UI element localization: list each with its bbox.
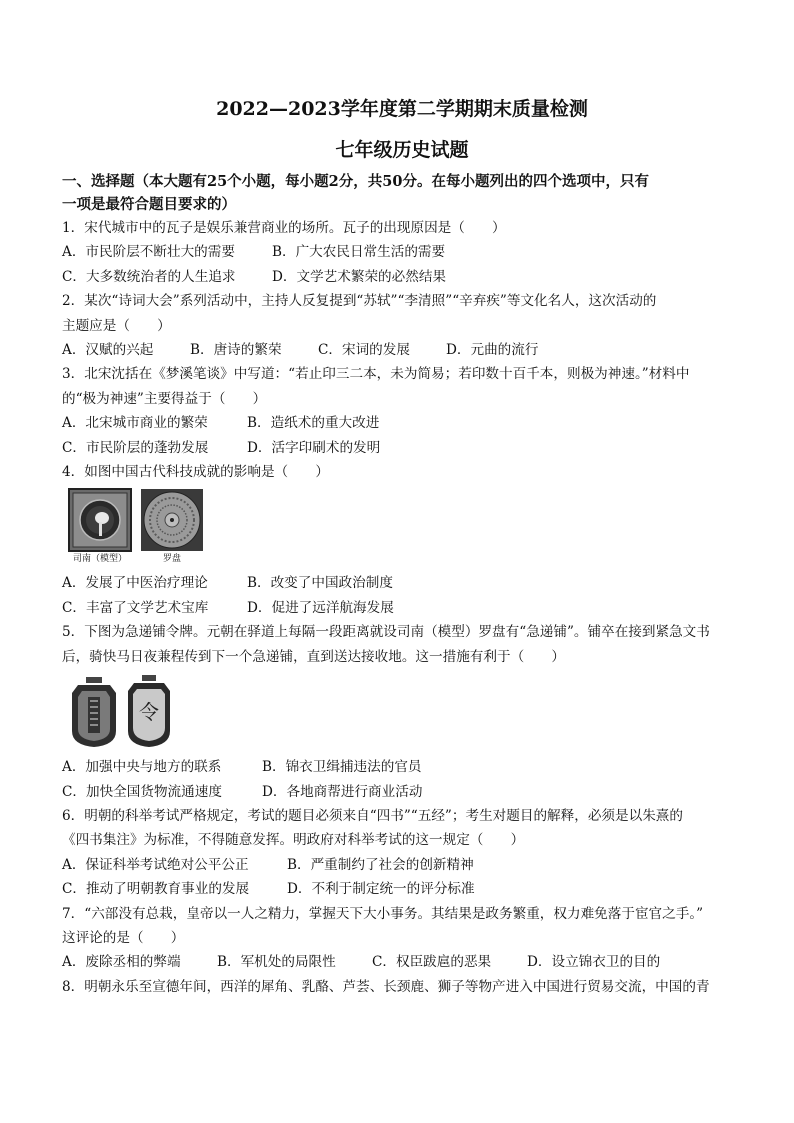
section-heading [62, 170, 742, 216]
spoon-compass-icon [68, 488, 132, 552]
options-row [62, 265, 742, 289]
option-d: D．各地商帮进行商业活动 [262, 783, 423, 800]
question-6 [62, 804, 742, 902]
question-stem: 4．如图中国古代科技成就的影响是（ ） [62, 464, 329, 481]
section-heading-line-2: 一项是最符合题目要求的） [62, 196, 236, 213]
options-row [62, 436, 742, 460]
option-b: B．锦衣卫缉捕违法的官员 [262, 759, 422, 776]
question-stem: 1．宋代城市中的瓦子是娱乐兼营商业的场所。瓦子的出现原因是（ ） [62, 220, 506, 236]
round-compass-icon [140, 488, 204, 552]
question-stem: 2．某次“诗词大会”系列活动中，主持人反复提到“苏轼”“李清照”“辛弃疾”等文化名人，这次活动的 [62, 293, 657, 310]
option-b: B．广大农民日常生活的需要 [272, 244, 446, 261]
options-row [62, 240, 742, 264]
option-c: C．推动了明朝教育事业的发展 [62, 881, 250, 898]
options-row [62, 338, 742, 362]
option-c: C．宋词的发展 [318, 342, 410, 359]
figure-caption: 司南（模型） [72, 554, 127, 565]
token-left-icon [68, 673, 120, 749]
option-a: A．保证科举考试绝对公平公正 [62, 856, 249, 873]
figure-luopan [140, 488, 204, 565]
question-5 [62, 620, 742, 804]
options-row [62, 571, 742, 595]
option-b: B．造纸术的重大改进 [247, 415, 380, 432]
token-character: 令 [139, 700, 159, 725]
option-d: D．不利于制定统一的评分标准 [287, 881, 475, 898]
option-a: A．发展了中医治疗理论 [62, 575, 208, 592]
option-c: C．大多数统治者的人生追求 [62, 268, 236, 285]
option-c: C．权臣跋扈的恶果 [372, 954, 492, 971]
question-stem: 5．下图为急递铺令牌。元朝在驿道上每隔一段距离就设司南（模型）罗盘有“急递铺”。铺卒在接到紧急文书 [62, 624, 710, 641]
question-stem: 3．北宋沈括在《梦溪笔谈》中写道：“若止印三二本，未为简易；若印数十百千本，则极为神速。”材料中 [62, 366, 690, 383]
question-2 [62, 289, 742, 362]
options-row [62, 755, 742, 779]
options-row [62, 950, 742, 974]
question-stem: 7．“六部没有总栽，皇帝以一人之精力，掌握天下大小事务。其结果是政务繁重，权力难免落于宦官之手。” [62, 905, 704, 922]
token-right-icon [126, 673, 172, 749]
question-stem: 8．明朝永乐至宣德年间，西洋的犀角、乳酪、芦荟、长颈鹿、狮子等物产进入中国进行贸易交流，中国的青 [62, 978, 710, 995]
option-d: D．元曲的流行 [446, 342, 539, 359]
options-row [62, 877, 742, 901]
question-8 [62, 975, 742, 999]
option-c: C．市民阶层的蓬勃发展 [62, 439, 209, 456]
option-a: A．市民阶层不断壮大的需要 [62, 244, 235, 261]
question-stem-cont: 后，骑快马日夜兼程传到下一个急递铺，直到送达接收地。这一措施有利于（ ） [62, 648, 565, 665]
question-stem-cont: 这评论的是（ ） [62, 929, 185, 946]
question-1 [62, 216, 742, 289]
option-a: A．废除丞相的弊端 [62, 954, 181, 971]
options-row [62, 853, 742, 877]
question-7 [62, 902, 742, 975]
option-c: C．加快全国货物流通速度 [62, 783, 222, 800]
question-stem-cont: 《四书集注》为标准，不得随意发挥。明政府对科举考试的这一规定（ ） [62, 832, 525, 849]
option-d: D．活字印刷术的发明 [247, 439, 381, 456]
option-a: A．北宋城市商业的繁荣 [62, 415, 208, 432]
section-heading-line-1: 一、选择题（本大题有25个小题，每小题2分，共50分。在每小题列出的四个选项中，只有 [62, 173, 649, 190]
options-row [62, 780, 742, 804]
question-stem-cont: 的“极为神速”主要得益于（ ） [62, 390, 267, 407]
exam-page [62, 95, 742, 999]
figure-compasses [68, 488, 742, 565]
option-b: B．改变了中国政治制度 [247, 575, 393, 592]
question-4 [62, 460, 742, 620]
option-c: C．丰富了文学艺术宝库 [62, 599, 209, 616]
option-d: D．设立锦衣卫的目的 [527, 954, 661, 971]
question-stem-cont: 主题应是（ ） [62, 317, 171, 334]
figure-tokens [68, 673, 742, 749]
option-b: B．唐诗的繁荣 [190, 342, 282, 359]
exam-title: 2022—2023学年度第二学期期末质量检测 [216, 98, 588, 120]
option-d: D．文学艺术繁荣的必然结果 [272, 268, 447, 285]
options-row [62, 596, 742, 620]
option-d: D．促进了远洋航海发展 [247, 599, 394, 616]
figure-sinan [68, 488, 132, 565]
exam-subtitle: 七年级历史试题 [335, 139, 469, 161]
question-stem: 6．明朝的科举考试严格规定，考试的题目必须来自“四书”“五经”；考生对题目的解释，必须是以朱熹的 [62, 807, 683, 824]
option-b: B．严重制约了社会的创新精神 [287, 856, 474, 873]
option-a: A．汉赋的兴起 [62, 342, 154, 359]
option-a: A．加强中央与地方的联系 [62, 759, 222, 776]
options-row [62, 411, 742, 435]
option-b: B．军机处的局限性 [217, 954, 336, 971]
figure-caption: 罗盘 [162, 554, 181, 565]
question-3 [62, 362, 742, 460]
